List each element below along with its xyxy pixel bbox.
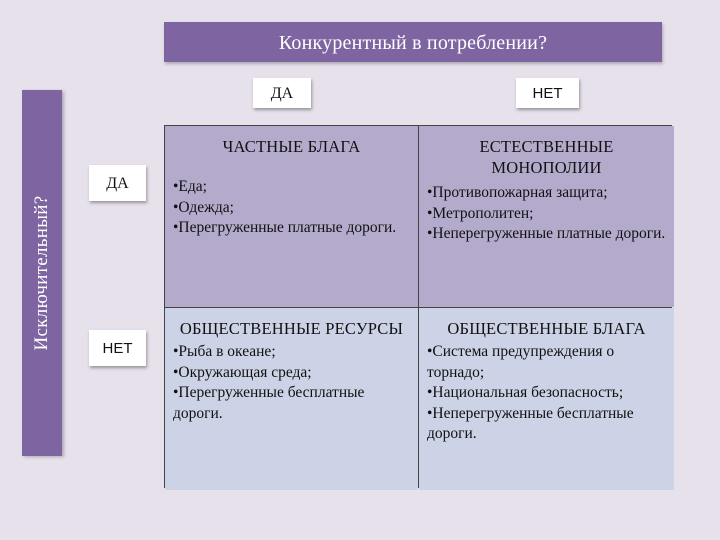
list-item: •Перегруженные платные дороги. [173, 219, 397, 236]
list-item: •Неперегруженные бесплатные дороги. [427, 404, 634, 442]
goods-classification-grid [164, 125, 672, 488]
cell-title: ЕСТЕСТВЕННЫЕ МОНОПОЛИИ [479, 137, 614, 177]
cell-common-resources [165, 308, 418, 490]
cell-title: ОБЩЕСТВЕННЫЕ БЛАГА [447, 319, 646, 338]
column-label-no: НЕТ [516, 78, 579, 108]
cell-private-goods [165, 126, 418, 307]
rivalry-question-banner [164, 22, 662, 62]
rivalry-question-text: Конкурентный в потреблении? [278, 32, 548, 54]
list-item: •Еда; [173, 178, 207, 195]
row-label-yes: ДА [89, 165, 146, 201]
list-item: •Метрополитен; [427, 204, 534, 222]
row-label-no: НЕТ [89, 330, 146, 366]
cell-public-goods [419, 308, 674, 490]
cell-title: ОБЩЕСТВЕННЫЕ РЕСУРСЫ [179, 319, 404, 338]
list-item: •Противопожарная защита; [427, 184, 608, 201]
cell-title: ЧАСТНЫЕ БЛАГА [222, 137, 361, 156]
list-item: •Система предупреждения о торнадо; [427, 343, 615, 381]
column-label-yes: ДА [253, 78, 311, 108]
list-item: •Рыба в океане; [173, 343, 276, 360]
list-item: •Перегруженные бесплатные дороги. [173, 384, 365, 422]
list-item: •Одежда; [173, 198, 234, 216]
excludability-question-text: Исключительный? [31, 195, 52, 351]
list-item: •Окружающая среда; [173, 363, 312, 381]
list-item: •Национальная безопасность; [427, 384, 624, 401]
list-item: •Неперегруженные платные дороги. [427, 225, 666, 242]
cell-natural-monopolies [419, 126, 674, 307]
excludability-question-banner [22, 90, 62, 456]
